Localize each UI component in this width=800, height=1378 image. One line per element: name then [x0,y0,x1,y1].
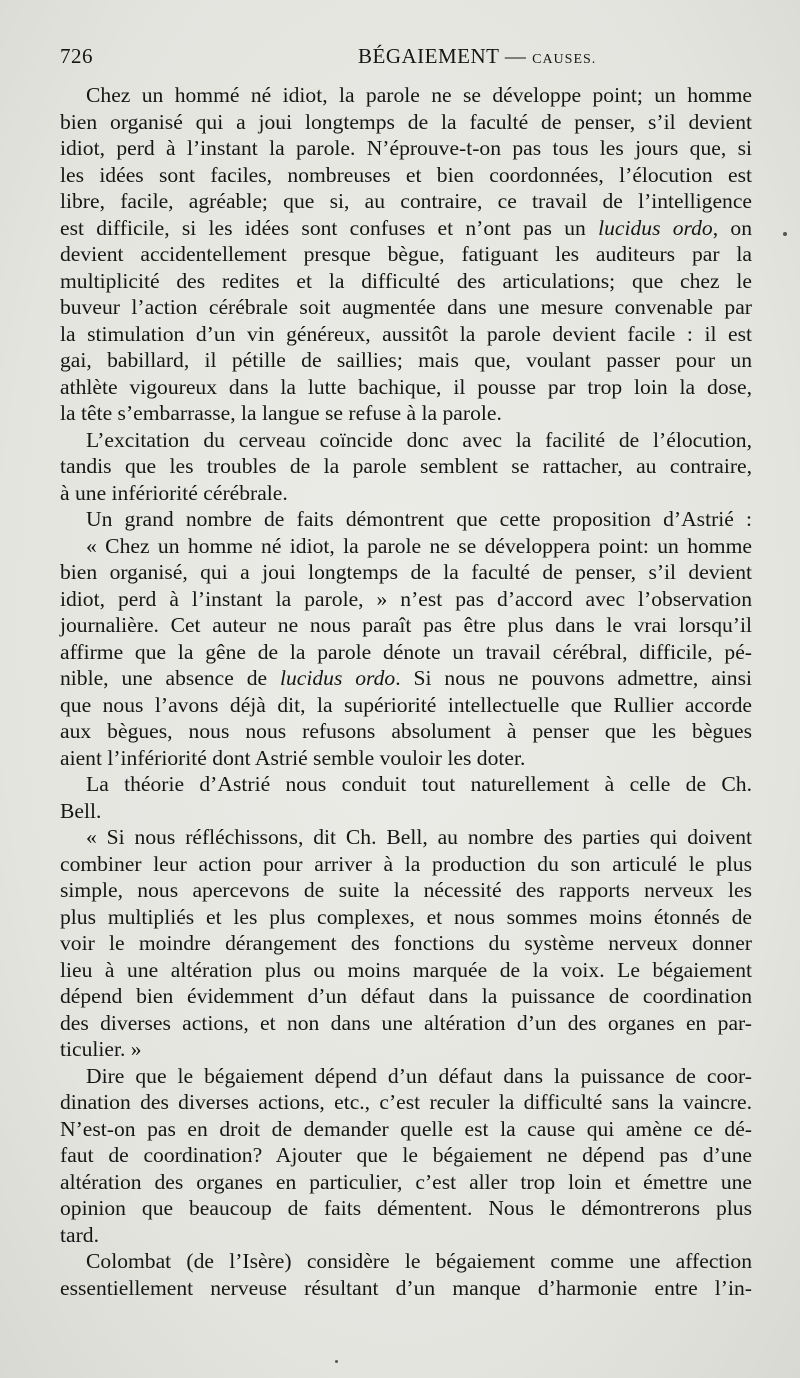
text-line: gai, babillard, il pétille de saillies; mais que, voulant passer pour un [60,348,752,372]
text-line: bien organisé, qui a joui longtemps de la faculté de penser, s’il devient [60,560,752,584]
text-line: N’est-on pas en droit de demander quelle est la cause qui amène ce dé- [60,1116,752,1141]
text-line: L’excitation du cerveau coïncide donc avec la facilité de l’élocution, [86,427,752,452]
text-line: athlète vigoureux dans la lutte bachique, il pousse par trop loin la dose, [60,374,752,399]
text-line: dépend bien évidemment d’un défaut dans la puissance de coordination [60,984,752,1008]
running-title [358,44,596,69]
text-line: la tête s’embarrasse, la langue se refuse à la parole. [60,401,502,425]
text-line: devient accidentellement presque bègue, fatiguant les auditeurs par la [60,242,752,266]
text-line: journalière. Cet auteur ne nous paraît pas être plus dans le vrai lorsqu’il [60,613,752,637]
running-title-main: BÉGAIEMENT — [358,44,527,68]
text-line: tandis que les troubles de la parole semblent se rattacher, au contraire, [60,454,752,478]
text-line: aux bègues, nous nous refusons absolument à penser que les bègues [60,719,752,743]
text-line: « Si nous réfléchissons, dit Ch. Bell, au nombre des parties qui doivent [86,825,752,849]
text-line: faut de coordination? Ajouter que le bégaiement ne dépend pas d’une [60,1143,752,1167]
running-title-section: CAUSES. [532,52,597,67]
text-line: les idées sont faciles, nombreuses et bien coordonnées, l’élocution est [60,162,752,187]
text-line: « Chez un homme né idiot, la parole ne se développera point: un homme [86,533,752,558]
text-line: idiot, perd à l’instant la parole. N’éprouve-t-on pas tous les jours que, si [60,136,752,160]
text-line: Bell. [60,798,102,823]
text-line: plus multipliés et les plus complexes, et nous sommes moins étonnés de [60,904,752,929]
italic-phrase: lucidus ordo [598,215,713,240]
text-line: buveur l’action cérébrale soit augmentée dans une mesure convenable par [60,295,752,319]
text-line: idiot, perd à l’instant la parole, » n’est pas d’accord avec l’observation [60,586,752,611]
body-text [60,82,752,1301]
italic-phrase: lucidus ordo [279,666,396,690]
text-line: lieu à une altération plus ou moins marquée de la voix. Le bégaiement [60,957,752,982]
text-line: des diverses actions, et non dans une altération d’un des organes en par- [60,1010,752,1035]
text-line: bien organisé qui a joui longtemps de la faculté de penser, s’il devient [60,109,752,134]
text-line: Colombat (de l’Isère) considère le bégaiement comme une affection [86,1249,752,1273]
text-line: Un grand nombre de faits démontrent que cette proposition d’Astrié : [86,507,752,531]
text-line: simple, nous apercevons de suite la nécessité des rapports nerveux les [60,878,752,902]
text-line: Dire que le bégaiement dépend d’un défaut dans la puissance de coor- [86,1063,752,1088]
text-line: aient l’infériorité dont Astrié semble vouloir les doter. [60,745,526,770]
text-line: nible, une absence de lucidus ordo. Si nous ne pouvons admettre, ainsi [60,666,752,690]
text-line: affirme que la gêne de la parole dénote un travail cérébral, difficile, pé- [60,639,752,664]
text-line: combiner leur action pour arriver à la production du son articulé le plus [60,851,752,876]
text-line: multiplicité des redites et la difficulté des articulations; que chez le [60,268,752,293]
text-line: la stimulation d’un vin généreux, aussitôt la parole devient facile : il est [60,321,752,346]
text-line: La théorie d’Astrié nous conduit tout naturellement à celle de Ch. [86,772,752,796]
text-line: opinion que beaucoup de faits démentent. Nous le démontrerons plus [60,1196,752,1220]
page-header [60,44,750,74]
print-speck [335,1360,338,1363]
text-line: essentiellement nerveuse résultant d’un manque d’harmonie entre l’in- [60,1275,752,1300]
text-line: altération des organes en particulier, c’est aller trop loin et émettre une [60,1169,752,1194]
text-line: à une infériorité cérébrale. [60,480,288,505]
page-number: 726 [60,44,93,68]
text-line: voir le moindre dérangement des fonctions du système nerveux donner [60,931,752,955]
text-line: que nous l’avons déjà dit, la supériorité intellectuelle que Rullier accorde [60,692,752,717]
text-line: Chez un hommé né idiot, la parole ne se développe point; un homme [86,83,752,107]
text-line: est difficile, si les idées sont confuses et n’ont pas un lucidus ordo, on [60,215,752,240]
text-line: dination des diverses actions, etc., c’est reculer la difficulté sans la vaincre. [60,1090,752,1114]
print-speck [783,232,787,236]
text-line: libre, facile, agréable; que si, au contraire, ce travail de l’intelligence [60,189,752,213]
text-line: tard. [60,1222,99,1247]
text-line: ticulier. » [60,1037,142,1061]
